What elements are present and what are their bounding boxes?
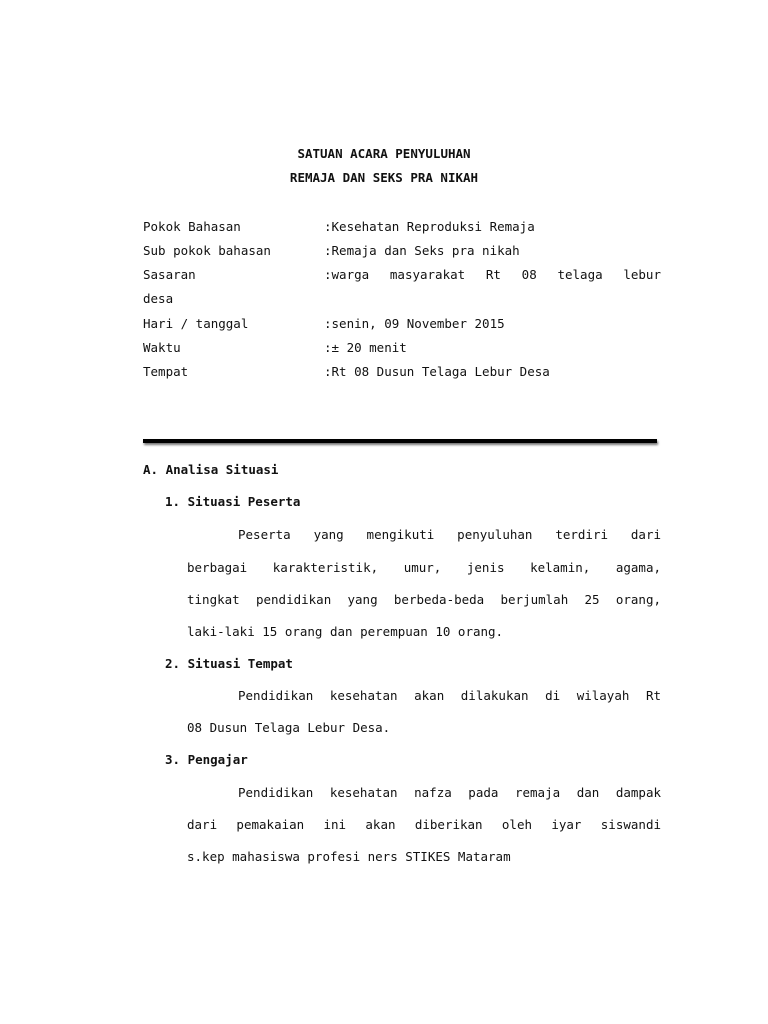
item-3-line-2: dari pemakaian ini akan diberikan oleh iyar siswandi — [187, 817, 661, 832]
tempat-label: Tempat — [143, 364, 189, 379]
section-divider — [143, 439, 657, 443]
sasaran-label: Sasaran — [143, 267, 196, 282]
item-1-heading: 1. Situasi Peserta — [165, 494, 301, 509]
hari-label: Hari / tanggal — [143, 316, 249, 331]
item-3-line-1: Pendidikan kesehatan nafza pada remaja dan dampak — [238, 785, 661, 800]
sub-pokok-value: :Remaja dan Seks pra nikah — [324, 243, 520, 258]
pokok-bahasan-value: :Kesehatan Reproduksi Remaja — [324, 219, 535, 234]
pokok-bahasan-label: Pokok Bahasan — [143, 219, 241, 234]
document-subtitle: REMAJA DAN SEKS PRA NIKAH — [289, 170, 479, 185]
waktu-value: :± 20 menit — [324, 340, 407, 355]
waktu-label: Waktu — [143, 340, 181, 355]
item-3-line-3: s.kep mahasiswa profesi ners STIKES Mataram — [187, 849, 511, 864]
item-1-line-2: berbagai karakteristik, umur, jenis kelamin, agama, — [187, 560, 661, 575]
item-1-line-1: Peserta yang mengikuti penyuluhan terdiri dari — [238, 527, 661, 542]
item-1-line-3: tingkat pendidikan yang berbeda-beda berjumlah 25 orang, — [187, 592, 661, 607]
section-a-heading: A. Analisa Situasi — [143, 462, 279, 477]
item-3-heading: 3. Pengajar — [165, 752, 248, 767]
sasaran-value: :warga masyarakat Rt 08 telaga lebur — [324, 267, 661, 282]
tempat-value: :Rt 08 Dusun Telaga Lebur Desa — [324, 364, 550, 379]
hari-value: :senin, 09 November 2015 — [324, 316, 505, 331]
item-2-heading: 2. Situasi Tempat — [165, 656, 293, 671]
item-2-line-2: 08 Dusun Telaga Lebur Desa. — [187, 720, 391, 735]
item-2-line-1: Pendidikan kesehatan akan dilakukan di wilayah Rt — [238, 688, 661, 703]
sasaran-value-continued: desa — [143, 291, 174, 306]
document-title: SATUAN ACARA PENYULUHAN — [297, 146, 471, 161]
item-1-line-4: laki-laki 15 orang dan perempuan 10 orang. — [187, 624, 504, 639]
sub-pokok-label: Sub pokok bahasan — [143, 243, 271, 258]
